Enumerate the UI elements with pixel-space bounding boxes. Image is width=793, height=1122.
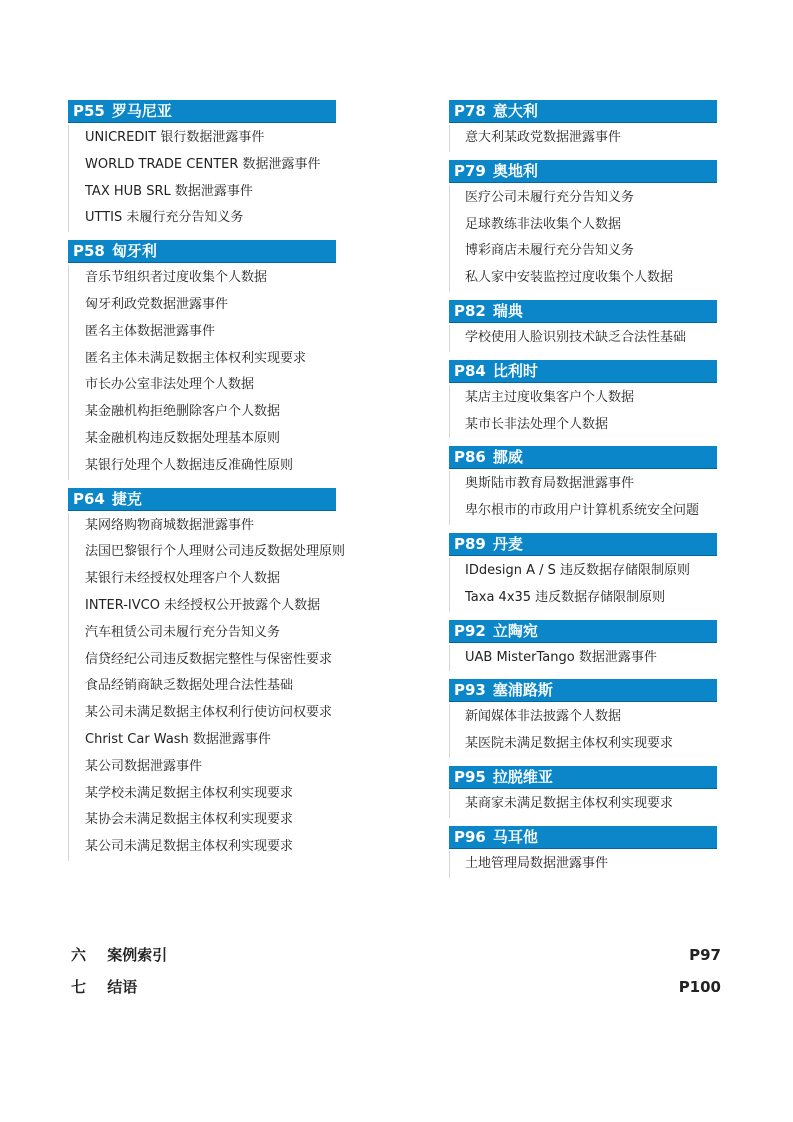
country-section: [449, 679, 717, 758]
case-item[interactable]: 某金融机构拒绝删除客户个人数据: [68, 399, 336, 426]
case-list: [68, 513, 346, 861]
case-list: [449, 851, 717, 878]
country-page-number: P78: [454, 102, 486, 120]
case-item[interactable]: UNICREDIT 银行数据泄露事件: [68, 125, 336, 152]
country-section: [68, 240, 336, 479]
country-header[interactable]: [449, 826, 717, 849]
case-list: [449, 645, 717, 672]
case-list: [449, 325, 717, 352]
case-item[interactable]: 新闻媒体非法披露个人数据: [449, 704, 717, 731]
case-list: [449, 791, 717, 818]
case-list: [68, 125, 336, 232]
case-item[interactable]: 法国巴黎银行个人理财公司违反数据处理原则: [68, 539, 336, 566]
case-item[interactable]: Taxa 4x35 违反数据存储限制原则: [449, 585, 717, 612]
case-list: [449, 385, 717, 439]
left-column: [68, 100, 346, 869]
country-section: [449, 620, 717, 672]
country-section: [449, 100, 717, 152]
country-name: 瑞典: [492, 301, 523, 320]
case-item[interactable]: IDdesign A / S 违反数据存储限制原则: [449, 558, 717, 585]
country-name: 匈牙利: [111, 242, 157, 261]
section-page: P97: [689, 946, 721, 964]
country-section: [449, 160, 717, 292]
case-item[interactable]: TAX HUB SRL 数据泄露事件: [68, 179, 336, 206]
country-section: [68, 488, 346, 861]
country-section: [449, 300, 717, 352]
country-header[interactable]: [449, 160, 717, 183]
country-name: 拉脱维亚: [492, 767, 553, 786]
country-name: 塞浦路斯: [492, 681, 553, 700]
country-name: 挪威: [492, 448, 523, 467]
country-header[interactable]: [68, 240, 336, 263]
case-item[interactable]: 奥斯陆市教育局数据泄露事件: [449, 471, 717, 498]
country-section: [449, 826, 717, 878]
case-item[interactable]: 某公司数据泄露事件: [68, 754, 336, 781]
case-item[interactable]: 卑尔根市的市政用户计算机系统安全问题: [449, 498, 717, 525]
section-page: P100: [678, 978, 721, 996]
section-title: 结语: [107, 978, 138, 996]
country-name: 捷克: [111, 489, 142, 508]
case-item[interactable]: 某医院未满足数据主体权利实现要求: [449, 731, 717, 758]
toc-row-conclusion[interactable]: [71, 975, 721, 999]
country-section: [449, 360, 717, 439]
country-page-number: P95: [454, 767, 486, 786]
case-item[interactable]: 匿名主体数据泄露事件: [68, 319, 336, 346]
country-name: 立陶宛: [492, 621, 538, 640]
case-item[interactable]: 信贷经纪公司违反数据完整性与保密性要求: [68, 647, 336, 674]
country-name: 马耳他: [492, 827, 538, 846]
country-name: 丹麦: [492, 534, 523, 553]
case-item[interactable]: 某商家未满足数据主体权利实现要求: [449, 791, 717, 818]
case-item[interactable]: 私人家中安装监控过度收集个人数据: [449, 265, 717, 292]
case-item[interactable]: 某公司未满足数据主体权利实现要求: [68, 834, 336, 861]
country-name: 意大利: [492, 102, 538, 120]
country-page-number: P93: [454, 681, 486, 700]
country-page-number: P79: [454, 161, 486, 180]
case-item[interactable]: 某学校未满足数据主体权利实现要求: [68, 781, 336, 808]
country-section: [449, 446, 717, 525]
case-item[interactable]: 汽车租赁公司未履行充分告知义务: [68, 620, 336, 647]
case-item[interactable]: 市长办公室非法处理个人数据: [68, 372, 336, 399]
case-item[interactable]: 某市长非法处理个人数据: [449, 412, 717, 439]
case-item[interactable]: 土地管理局数据泄露事件: [449, 851, 717, 878]
section-title: 案例索引: [107, 946, 168, 964]
country-header[interactable]: [449, 360, 717, 383]
section-number: 七: [71, 978, 87, 996]
country-header[interactable]: [449, 533, 717, 556]
country-page-number: P96: [454, 827, 486, 846]
case-item[interactable]: 匿名主体未满足数据主体权利实现要求: [68, 346, 336, 373]
right-column: [449, 100, 717, 886]
case-list: [449, 704, 717, 758]
case-item[interactable]: 学校使用人脸识别技术缺乏合法性基础: [449, 325, 717, 352]
country-name: 比利时: [492, 361, 538, 380]
case-list: [449, 125, 717, 152]
case-item[interactable]: 医疗公司未履行充分告知义务: [449, 185, 717, 212]
country-section: [449, 766, 717, 818]
case-item[interactable]: 某公司未满足数据主体权利行使访问权要求: [68, 700, 336, 727]
country-page-number: P86: [454, 448, 486, 467]
case-item[interactable]: INTER-IVCO 未经授权公开披露个人数据: [68, 593, 336, 620]
country-name: 奥地利: [492, 161, 538, 180]
case-item[interactable]: 意大利某政党数据泄露事件: [449, 125, 717, 152]
country-page-number: P92: [454, 621, 486, 640]
case-item[interactable]: 某金融机构违反数据处理基本原则: [68, 426, 336, 453]
country-page-number: P82: [454, 301, 486, 320]
country-name: 罗马尼亚: [111, 102, 172, 120]
case-item[interactable]: 足球教练非法收集个人数据: [449, 212, 717, 239]
case-list: [449, 471, 717, 525]
country-header[interactable]: [449, 620, 717, 643]
case-item[interactable]: Christ Car Wash 数据泄露事件: [68, 727, 336, 754]
country-page-number: P55: [73, 102, 105, 120]
country-section: [68, 100, 336, 232]
case-item[interactable]: 匈牙利政党数据泄露事件: [68, 292, 336, 319]
case-list: [449, 558, 717, 612]
case-item[interactable]: 博彩商店未履行充分告知义务: [449, 238, 717, 265]
case-item[interactable]: UTTIS 未履行充分告知义务: [68, 205, 336, 232]
country-page-number: P64: [73, 489, 105, 508]
case-item[interactable]: 某银行处理个人数据违反准确性原则: [68, 453, 336, 480]
country-section: [449, 533, 717, 612]
case-item[interactable]: 音乐节组织者过度收集个人数据: [68, 265, 336, 292]
country-page-number: P58: [73, 242, 105, 261]
country-header[interactable]: [68, 488, 336, 511]
case-item[interactable]: 某银行未经授权处理客户个人数据: [68, 566, 336, 593]
country-header[interactable]: [449, 679, 717, 702]
country-header[interactable]: [449, 100, 717, 123]
case-item[interactable]: 某网络购物商城数据泄露事件: [68, 513, 336, 540]
case-item[interactable]: UAB MisterTango 数据泄露事件: [449, 645, 717, 672]
section-number: 六: [71, 946, 87, 964]
country-header[interactable]: [449, 300, 717, 323]
case-item[interactable]: 食品经销商缺乏数据处理合法性基础: [68, 673, 336, 700]
case-item[interactable]: 某店主过度收集客户个人数据: [449, 385, 717, 412]
case-item[interactable]: WORLD TRADE CENTER 数据泄露事件: [68, 152, 336, 179]
country-page-number: P89: [454, 534, 486, 553]
case-list: [449, 185, 717, 292]
case-list: [68, 265, 336, 479]
country-header[interactable]: [449, 766, 717, 789]
country-page-number: P84: [454, 361, 486, 380]
case-item[interactable]: 某协会未满足数据主体权利实现要求: [68, 807, 336, 834]
toc-row-case-index[interactable]: [71, 943, 721, 967]
country-header[interactable]: [449, 446, 717, 469]
country-header[interactable]: [68, 100, 336, 123]
